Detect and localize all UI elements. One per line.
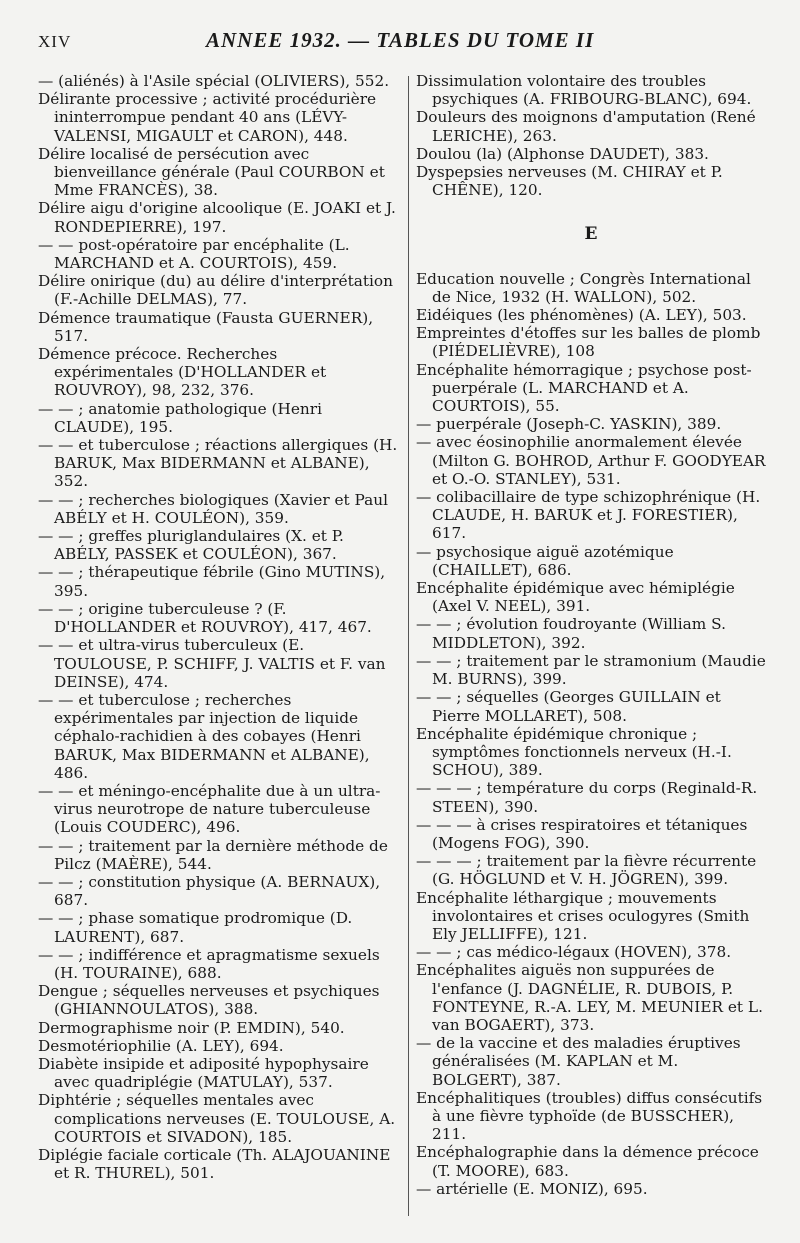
- index-entry: — puerpérale (Joseph-C. YASKIN), 389.: [416, 415, 722, 434]
- index-entry: — avec éosinophilie anormalement élevée (Milton G. BOHROD, Arthur F. GOODYEAR et O.-O. STANLEY), 531.: [416, 433, 766, 488]
- index-entry: — — et tuberculose ; recherches expérimentales par injection de liquide céphalo-rachidien à des cobayes (Henri BARUK, Max BIDERMANN et ALBANE), 486.: [38, 690, 370, 782]
- index-entry: — — et tuberculose ; réactions allergiques (H. BARUK, Max BIDERMANN et ALBANE), 352.: [38, 436, 398, 491]
- index-entry: — — — ; température du corps (Reginald-R. STEEN), 390.: [416, 779, 758, 816]
- index-entry: — — et méningo-encéphalite due à un ultra-virus neurotrope de nature tuberculeuse (Louis COUDERC), 496.: [38, 781, 381, 837]
- index-entry: — — ; thérapeutique fébrile (Gino MUTINS), 395.: [38, 563, 386, 600]
- index-entry: — — ; constitution physique (A. BERNAUX), 687.: [38, 872, 381, 910]
- section-letter-e: E: [584, 224, 598, 245]
- index-entry: — artérielle (E. MONIZ), 695.: [416, 1179, 648, 1198]
- index-entry: Eidéiques (les phénomènes) (A. LEY), 503.: [416, 306, 747, 325]
- index-entry: Encéphalitiques (troubles) diffus consécutifs à une fièvre typhoïde (de BUSSCHER), 211.: [416, 1088, 763, 1144]
- index-entry: Education nouvelle ; Congrès International de Nice, 1932 (H. WALLON), 502.: [416, 269, 751, 306]
- index-entry: Délire onirique (du) au délire d'interprétation (F.-Achille DELMAS), 77.: [38, 272, 393, 309]
- page-number: XIV: [38, 32, 72, 51]
- index-entry: Dyspepsies nerveuses (M. CHIRAY et P. CHÊNE), 120.: [416, 163, 723, 200]
- index-entry: — — ; évolution foudroyante (William S. MIDDLETON), 392.: [416, 615, 726, 652]
- index-entry: — — ; indifférence et apragmatisme sexuels (H. TOURAINE), 688.: [38, 945, 380, 982]
- right-column: [416, 72, 766, 1198]
- index-entry: Diabète insipide et adiposité hypophysaire avec quadriplégie (MATULAY), 537.: [38, 1054, 369, 1092]
- index-entry: — — ; cas médico-légaux (HOVEN), 378.: [416, 943, 732, 962]
- index-entry: Douleurs des moignons d'amputation (René LERICHE), 263.: [416, 108, 756, 145]
- index-entry: — — — ; traitement par la fièvre récurrente (G. HÖGLUND et V. H. JÖGREN), 399.: [416, 852, 757, 889]
- index-entry: Encéphalite épidémique avec hémiplégie (Axel V. NEEL), 391.: [416, 579, 735, 616]
- page-header: [38, 28, 762, 58]
- index-entry: Dengue ; séquelles nerveuses et psychiques (GHIANNOULATOS), 388.: [38, 982, 380, 1019]
- index-entry: — — ; recherches biologiques (Xavier et Paul ABÉLY et H. COULÉON), 359.: [38, 490, 389, 527]
- index-entry: Encéphalite léthargique ; mouvements involontaires et crises oculogyres (Smith Ely JELLIFFE), 121.: [416, 888, 750, 943]
- index-entry: Démence traumatique (Fausta GUERNER), 517.: [38, 308, 374, 345]
- index-entry: — — ; traitement par le stramonium (Maudie M. BURNS), 399.: [416, 651, 766, 689]
- entries-e: [416, 270, 766, 1198]
- index-entry: Démence précoce. Recherches expérimentales (D'HOLLANDER et ROUVROY), 98, 232, 376.: [38, 345, 327, 400]
- index-entry: — — ; séquelles (Georges GUILLAIN et Pierre MOLLARET), 508.: [416, 688, 721, 725]
- index-entry: Délire aigu d'origine alcoolique (E. JOAKI et J. RONDEPIERRE), 197.: [38, 199, 396, 236]
- index-entry: Desmotériophilie (A. LEY), 694.: [38, 1036, 284, 1055]
- left-column: [38, 72, 400, 1182]
- index-entry: — psychosique aiguë azotémique (CHAILLET), 686.: [416, 542, 674, 579]
- index-entry: — colibacillaire de type schizophrénique (H. CLAUDE, H. BARUK et J. FORESTIER), 617.: [416, 488, 761, 543]
- index-entry: Encéphalographie dans la démence précoce (T. MOORE), 683.: [416, 1143, 759, 1180]
- index-entry: Délirante processive ; activité procédurière ininterrompue pendant 40 ans (LÉVY-VALENSI, MIGAULT et CARON), 448.: [38, 90, 377, 145]
- index-entry: — — ; origine tuberculeuse ? (F. D'HOLLANDER et ROUVROY), 417, 467.: [38, 599, 372, 637]
- running-title: ANNEE 1932. — TABLES DU TOME II: [206, 28, 595, 52]
- index-entry: Délire localisé de persécution avec bienveillance générale (Paul COURBON et Mme FRANCÈS), 38.: [38, 144, 385, 200]
- column-divider: [408, 76, 409, 1216]
- index-entry: — de la vaccine et des maladies éruptives généralisées (M. KAPLAN et M. BOLGERT), 387.: [416, 1034, 741, 1089]
- entries-d-continued: [416, 72, 766, 199]
- index-entry: — (aliénés) à l'Asile spécial (OLIVIERS), 552.: [38, 72, 390, 90]
- index-entry: — — et ultra-virus tuberculeux (E. TOULOUSE, P. SCHIFF, J. VALTIS et F. van DEINSE), 474.: [38, 636, 386, 691]
- index-entry: Diplégie faciale corticale (Th. ALAJOUANINE et R. THUREL), 501.: [38, 1145, 391, 1183]
- index-entry: Encéphalite épidémique chronique ; symptômes fonctionnels nerveux (H.-I. SCHOU), 389.: [416, 724, 732, 780]
- index-entry: Doulou (la) (Alphonse DAUDET), 383.: [416, 144, 709, 163]
- index-entry: Encéphalite hémorragique ; psychose post-puerpérale (L. MARCHAND et A. COURTOIS), 55.: [416, 360, 752, 416]
- index-entry: — — ; anatomie pathologique (Henri CLAUDE), 195.: [38, 399, 322, 436]
- index-entry: — — ; traitement par la dernière méthode de Pilcz (MAÈRE), 544.: [38, 836, 388, 873]
- index-entry: — — — à crises respiratoires et tétaniques (Mogens FOG), 390.: [416, 815, 748, 852]
- index-entry: Encéphalites aiguës non suppurées de l'enfance (J. DAGNÉLIE, R. DUBOIS, P. FONTEYNE, R.-A. LEY, M. MEUNIER et L. van BOGAERT), 373.: [416, 961, 763, 1034]
- index-entry: Diphtérie ; séquelles mentales avec complications nerveuses (E. TOULOUSE, A. COURTOIS et SIVADON), 185.: [38, 1091, 396, 1146]
- index-entry: Empreintes d'étoffes sur les balles de plomb (PIÉDELIÈVRE), 108: [416, 324, 761, 361]
- index-entry: — — ; greffes pluriglandulaires (X. et P. ABÉLY, PASSEK et COULÉON), 367.: [38, 527, 344, 564]
- index-entry: Dermographisme noir (P. EMDIN), 540.: [38, 1018, 345, 1037]
- index-entry: — — post-opératoire par encéphalite (L. MARCHAND et A. COURTOIS), 459.: [38, 235, 350, 273]
- index-entry: — — ; phase somatique prodromique (D. LAURENT), 687.: [38, 909, 353, 946]
- index-entry: Dissimulation volontaire des troubles psychiques (A. FRIBOURG-BLANC), 694.: [416, 72, 752, 109]
